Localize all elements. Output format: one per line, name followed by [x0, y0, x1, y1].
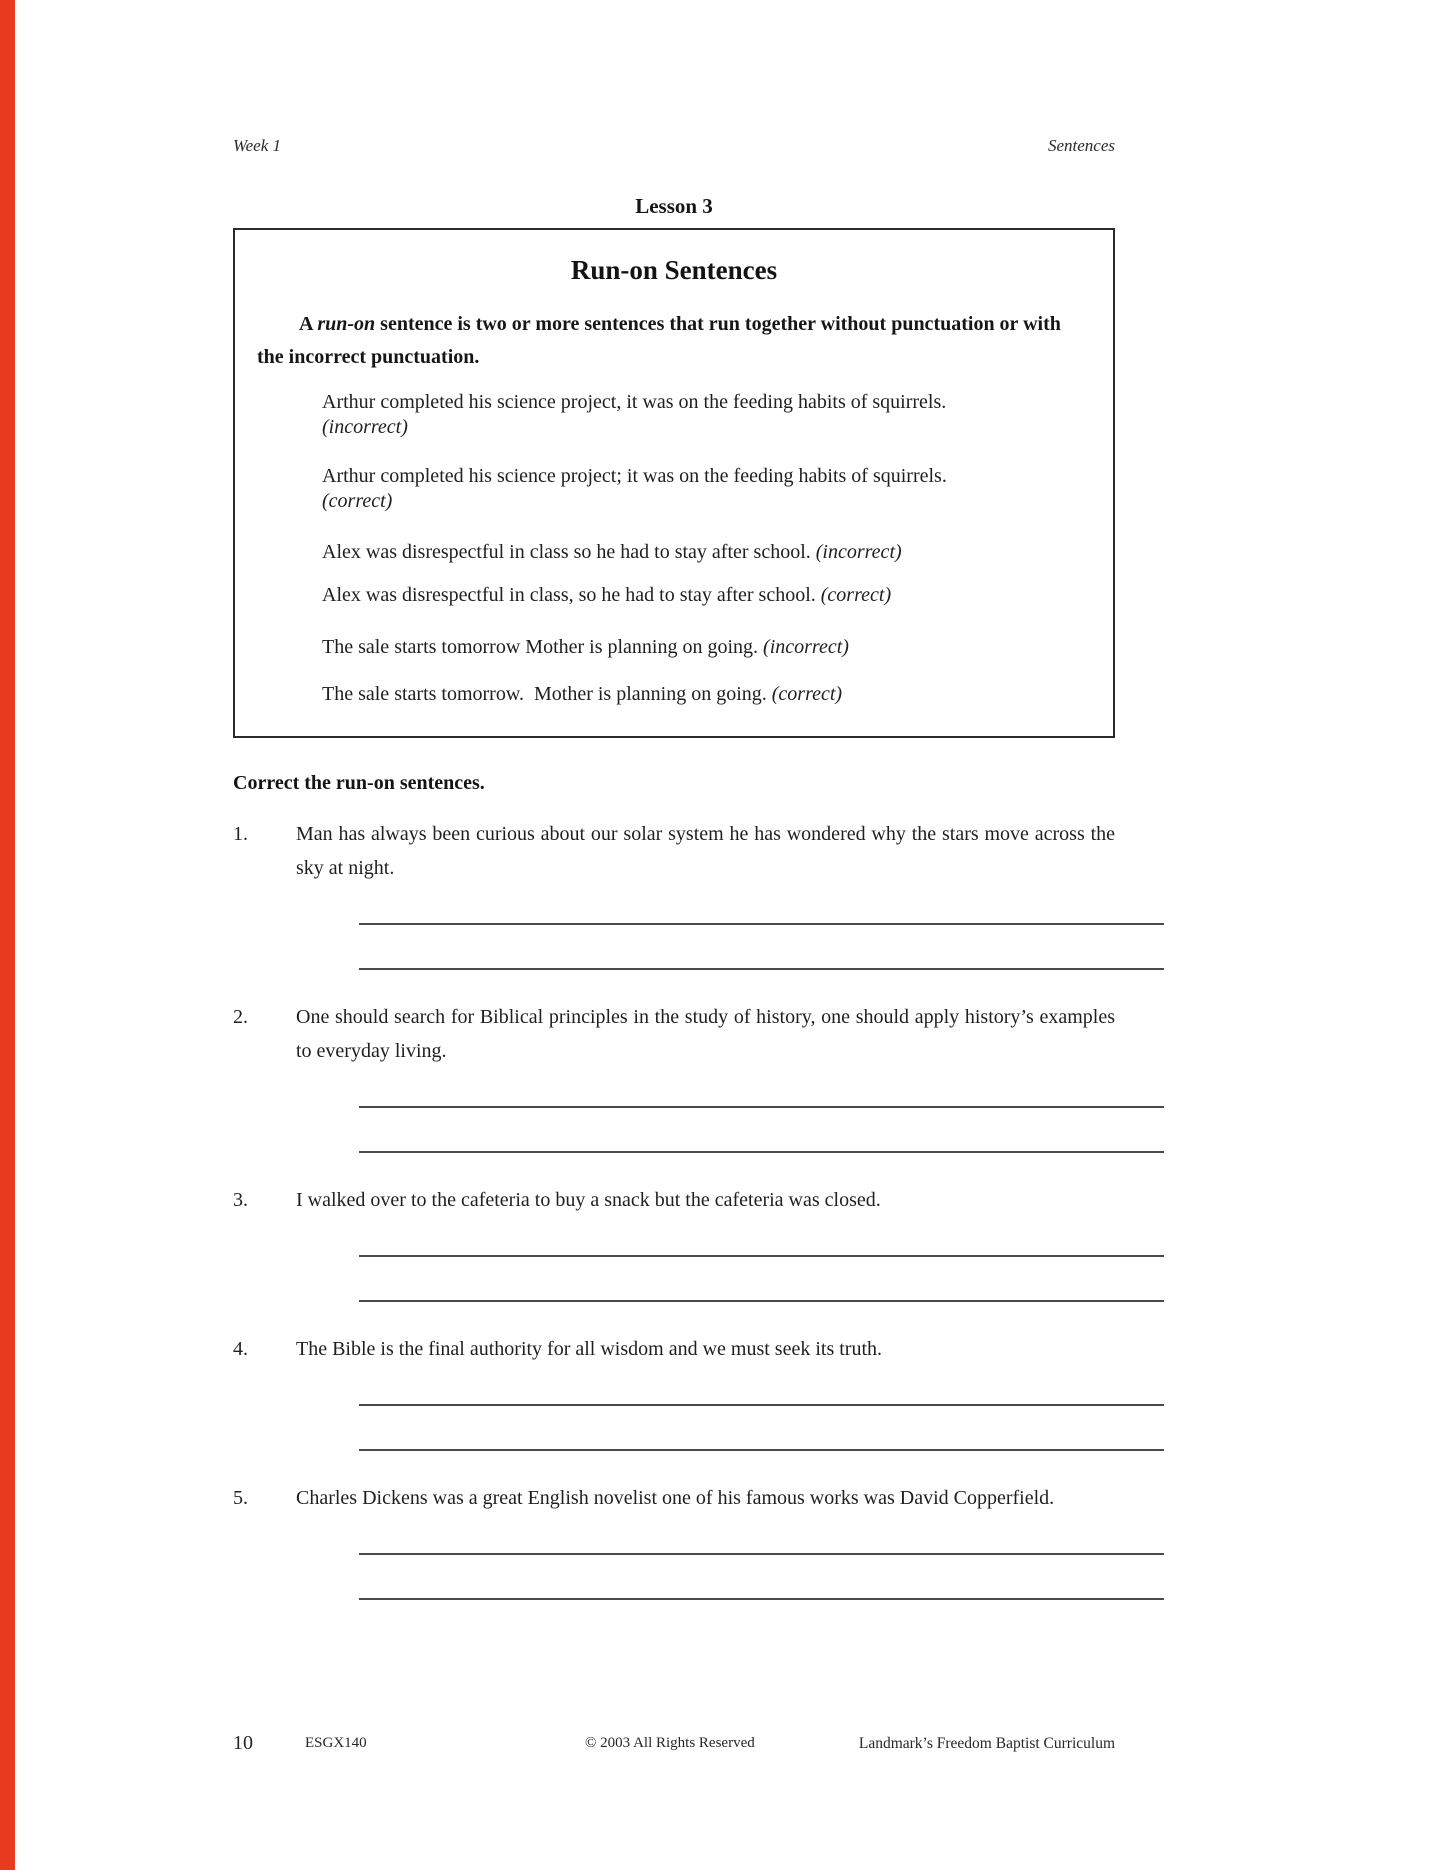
example-sentence-2 — [322, 464, 1091, 514]
exercise-text: I walked over to the cafeteria to buy a snack but the cafeteria was closed. — [296, 1189, 881, 1211]
example-sentence-1 — [322, 390, 1091, 440]
exercise-body — [296, 1183, 1115, 1302]
publisher-name: Landmark’s Freedom Baptist Curriculum — [858, 1735, 1115, 1752]
answer-blank-line — [359, 923, 1164, 925]
exercise-body — [296, 817, 1115, 970]
definition-term: run-on — [317, 313, 376, 335]
correctness-label: (correct) — [322, 490, 393, 512]
curriculum-code: ESGX140 — [305, 1735, 367, 1751]
rule-definition — [257, 308, 1091, 374]
exercise-number: 5. — [233, 1487, 248, 1509]
exercise-body — [296, 1000, 1115, 1153]
exercise-item-5 — [233, 1481, 1115, 1600]
example-text: The sale starts tomorrow. Mother is planning on going. — [322, 683, 767, 705]
answer-blank-line — [359, 1300, 1164, 1302]
example-text: Arthur completed his science project, it was on the feeding habits of squirrels. — [322, 391, 947, 413]
header-week-label: Week 1 — [233, 136, 281, 155]
example-text: Alex was disrespectful in class, so he had to stay after school. — [322, 584, 816, 606]
exercise-number: 3. — [233, 1189, 248, 1211]
exercise-text: One should search for Biblical principles in the study of history, one should apply history’s examples to everyday living. — [296, 1006, 1115, 1062]
answer-blank-line — [359, 968, 1164, 970]
correctness-label: (incorrect) — [322, 416, 408, 438]
answer-blank-line — [359, 1106, 1164, 1108]
exercise-item-1 — [233, 817, 1115, 970]
exercise-text: Charles Dickens was a great English novelist one of his famous works was David Copperfield. — [296, 1487, 1055, 1509]
rule-box-title: Run-on Sentences — [570, 255, 778, 285]
correctness-label: (incorrect) — [763, 636, 849, 658]
answer-blank-line — [359, 1598, 1164, 1600]
correctness-label: (correct) — [771, 683, 843, 705]
correctness-label: (correct) — [820, 584, 892, 606]
example-sentence-3 — [322, 540, 1091, 565]
answer-blank-line — [359, 1553, 1164, 1555]
answer-blank-line — [359, 1255, 1164, 1257]
example-text: Arthur completed his science project; it was on the feeding habits of squirrels. — [322, 465, 947, 487]
lesson-title: Lesson 3 — [635, 194, 713, 218]
exercise-item-2 — [233, 1000, 1115, 1153]
exercise-body — [296, 1481, 1115, 1600]
exercise-body — [296, 1332, 1115, 1451]
scan-edge-strip — [0, 0, 15, 1870]
exercise-item-4 — [233, 1332, 1115, 1451]
exercise-text: The Bible is the final authority for all wisdom and we must seek its truth. — [296, 1338, 883, 1360]
example-sentence-5 — [322, 635, 1091, 660]
answer-blank-line — [359, 1449, 1164, 1451]
exercise-number: 4. — [233, 1338, 248, 1360]
exercise-number: 2. — [233, 1006, 248, 1028]
example-sentence-4 — [322, 583, 1091, 608]
exercise-item-3 — [233, 1183, 1115, 1302]
rule-box — [233, 228, 1115, 738]
page-number: 10 — [233, 1732, 253, 1754]
exercise-text: Man has always been curious about our solar system he has wondered why the stars move across the sky at night. — [296, 823, 1115, 879]
answer-blank-line — [359, 1404, 1164, 1406]
page-content — [233, 0, 1115, 1870]
copyright-notice: © 2003 All Rights Reserved — [585, 1735, 755, 1751]
definition-prefix: A — [299, 313, 318, 335]
correctness-label: (incorrect) — [815, 541, 902, 563]
example-text: The sale starts tomorrow Mother is planning on going. — [322, 636, 759, 658]
example-sentence-6 — [322, 682, 1091, 707]
instructions-heading: Correct the run-on sentences. — [233, 772, 485, 794]
page-footer — [233, 1732, 1115, 1762]
answer-blank-line — [359, 1151, 1164, 1153]
header-section-label: Sentences — [1047, 136, 1115, 155]
page-header — [233, 136, 1115, 156]
example-text: Alex was disrespectful in class so he had to stay after school. — [322, 541, 811, 563]
definition-rest: sentence is two or more sentences that run together without punctuation or with the incorrect punctuation. — [257, 313, 1061, 368]
exercise-number: 1. — [233, 823, 248, 845]
